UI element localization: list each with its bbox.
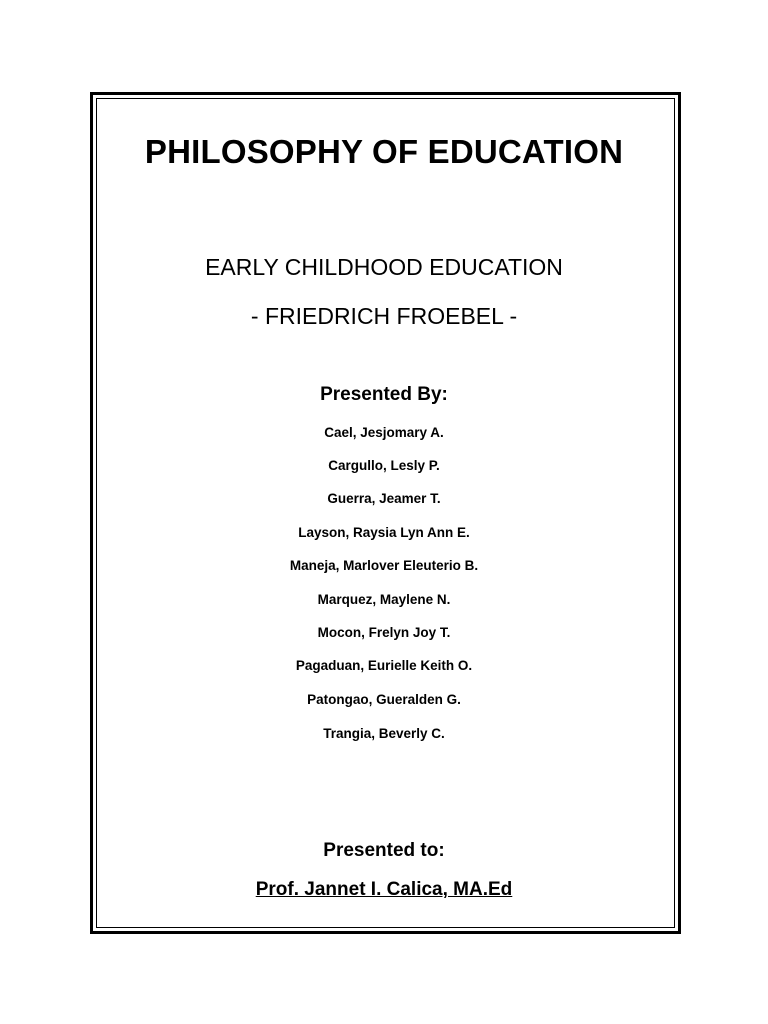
presenter-name: Patongao, Gueralden G. (307, 692, 461, 707)
presenter-name: Maneja, Marlover Eleuterio B. (289, 558, 479, 573)
presenter-name: Mocon, Frelyn Joy T. (317, 625, 451, 640)
presented-to-label: Presented to: (323, 840, 445, 861)
presenter-name: Layson, Raysia Lyn Ann E. (298, 525, 470, 540)
professor-name: Prof. Jannet I. Calica, MA.Ed (255, 879, 513, 900)
presenter-name: Trangia, Beverly C. (323, 726, 445, 741)
presenter-name: Cargullo, Lesly P. (328, 458, 440, 473)
page-border (90, 92, 681, 934)
page-border-inner (96, 98, 675, 928)
presenter-name: Guerra, Jeamer T. (327, 491, 441, 506)
document-title: PHILOSOPHY OF EDUCATION (144, 133, 624, 170)
presenter-name: Marquez, Maylene N. (317, 592, 451, 607)
presenter-name: Cael, Jesjomary A. (324, 425, 444, 440)
subtitle-topic: EARLY CHILDHOOD EDUCATION (205, 254, 563, 280)
subtitle-person: - FRIEDRICH FROEBEL - (250, 303, 518, 329)
presented-by-label: Presented By: (320, 384, 448, 405)
presenter-name: Pagaduan, Eurielle Keith O. (295, 658, 473, 673)
